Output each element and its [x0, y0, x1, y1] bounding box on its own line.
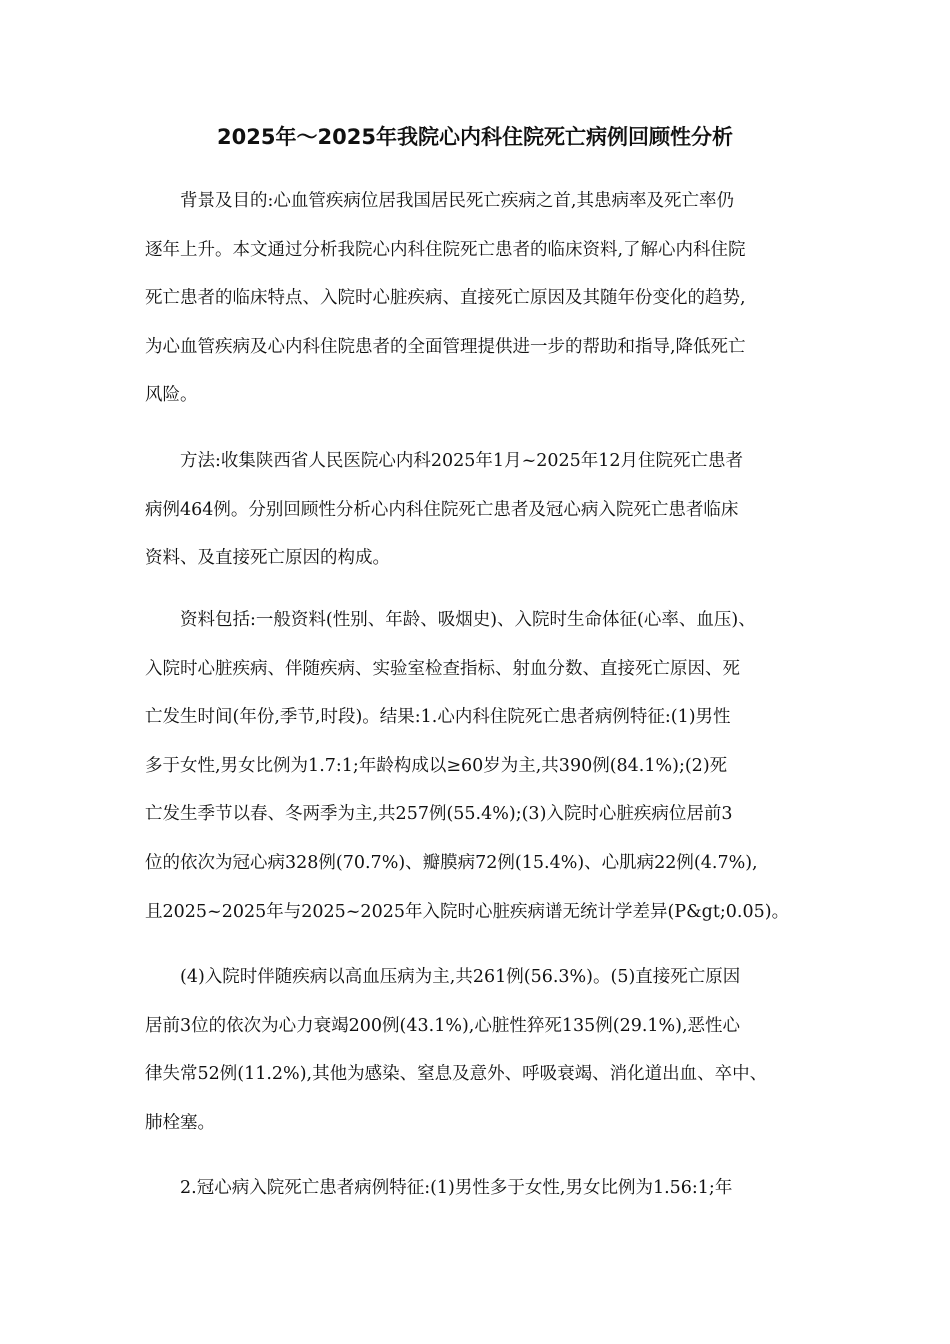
- paragraph-line: 为心血管疾病及心内科住院患者的全面管理提供进一步的帮助和指导,降低死亡: [145, 336, 746, 357]
- paragraph-line: 多于女性,男女比例为1.7:1;年龄构成以≥60岁为主,共390例(84.1%);(2)死: [145, 755, 728, 776]
- document-title: 2025年～2025年我院心内科住院死亡病例回顾性分析: [217, 125, 733, 149]
- paragraph-line: 资料包括:一般资料(性别、年龄、吸烟史)、入院时生命体征(心率、血压)、: [180, 610, 756, 630]
- paragraph-materials-results: [145, 596, 805, 936]
- paragraph-line: 2.冠心病入院死亡患者病例特征:(1)男性多于女性,男女比例为1.56:1;年: [180, 1178, 733, 1198]
- paragraph-line: 位的依次为冠心病328例(70.7%)、瓣膜病72例(15.4%)、心肌病22例(4.7%),: [145, 852, 758, 873]
- paragraph-line: 风险。: [145, 385, 198, 406]
- paragraph-line: 方法:收集陕西省人民医院心内科2025年1月~2025年12月住院死亡患者: [180, 451, 744, 471]
- paragraph-line: 律失常52例(11.2%),其他为感染、窒息及意外、呼吸衰竭、消化道出血、卒中、: [145, 1064, 768, 1085]
- paragraph-line: 且2025~2025年与2025~2025年入院时心脏疾病谱无统计学差异(P&gt;0.05)。: [145, 901, 790, 922]
- paragraph-line: 居前3位的依次为心力衰竭200例(43.1%),心脏性猝死135例(29.1%),恶性心: [145, 1015, 741, 1036]
- paragraph-comorbidity: [145, 953, 805, 1147]
- paragraph-methods: [145, 437, 805, 583]
- paragraph-line: (4)入院时伴随疾病以高血压病为主,共261例(56.3%)。(5)直接死亡原因: [180, 967, 741, 987]
- paragraph-line: 亡发生季节以春、冬两季为主,共257例(55.4%);(3)入院时心脏疾病位居前3: [145, 804, 733, 825]
- paragraph-chd-features: [145, 1164, 805, 1213]
- paragraph-line: 死亡患者的临床特点、入院时心脏疾病、直接死亡原因及其随年份变化的趋势,: [145, 288, 746, 309]
- paragraph-line: 亡发生时间(年份,季节,时段)。结果:1.心内科住院死亡患者病例特征:(1)男性: [145, 707, 731, 728]
- paragraph-line: 入院时心脏疾病、伴随疾病、实验室检查指标、射血分数、直接死亡原因、死: [145, 658, 740, 679]
- paragraph-line: 资料、及直接死亡原因的构成。: [145, 548, 390, 569]
- paragraph-line: 背景及目的:心血管疾病位居我国居民死亡疾病之首,其患病率及死亡率仍: [180, 191, 734, 211]
- paragraph-line: 肺栓塞。: [145, 1112, 215, 1133]
- paragraph-line: 病例464例。分别回顾性分析心内科住院死亡患者及冠心病入院死亡患者临床: [145, 499, 739, 520]
- paragraph-background: [145, 177, 805, 420]
- paragraph-line: 逐年上升。本文通过分析我院心内科住院死亡患者的临床资料,了解心内科住院: [145, 239, 746, 260]
